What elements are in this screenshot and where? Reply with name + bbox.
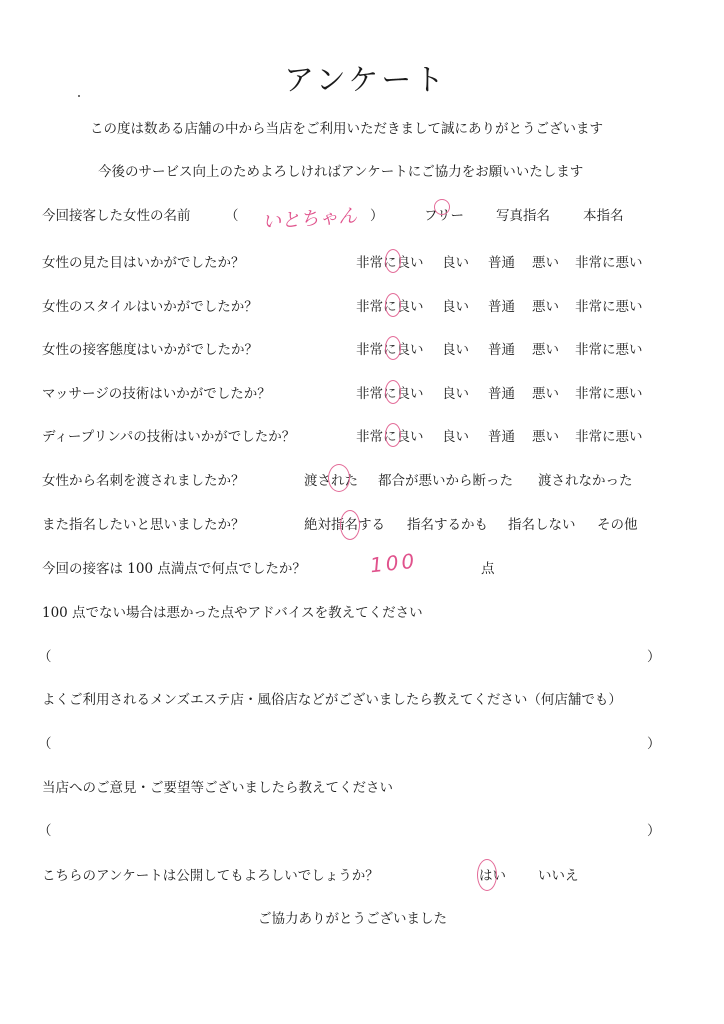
closing-message: ご協力ありがとうございました (258, 911, 447, 927)
rating-question-style: 女性のスタイルはいかがでしたか？ (42, 299, 258, 315)
rating-normal[interactable]: 普通 (488, 342, 515, 358)
rating-question-attitude: 女性の接客態度はいかがでしたか？ (42, 342, 258, 358)
score-unit: 点 (481, 561, 495, 577)
publish-question-label: こちらのアンケートは公開してもよろしいでしょうか？ (42, 868, 379, 884)
answer-open-paren: （ (38, 736, 52, 752)
option-definitely-nominate[interactable]: 絶対指名する (304, 517, 385, 533)
handwritten-name[interactable]: いとちゃん (261, 204, 358, 234)
rating-very-good[interactable]: 非常に良い (356, 386, 424, 402)
open-question-advice: 100 点でない場合は悪かった点やアドバイスを教えてください (42, 605, 423, 621)
rating-good[interactable]: 良い (442, 386, 469, 402)
card-question-label: 女性から名刺を渡されましたか？ (42, 473, 245, 489)
rating-normal[interactable]: 普通 (488, 299, 515, 315)
rating-very-bad[interactable]: 非常に悪い (575, 429, 643, 445)
rating-good[interactable]: 良い (442, 342, 469, 358)
intro-line-2: 今後のサービス向上のためよろしければアンケートにご協力をお願いいたします (98, 164, 584, 180)
scan-speck (78, 95, 80, 97)
selection-circle (385, 380, 401, 404)
rating-normal[interactable]: 普通 (488, 255, 515, 271)
score-question-label: 今回の接客は 100 点満点で何点でしたか？ (42, 561, 306, 577)
repeat-question-label: また指名したいと思いましたか？ (42, 517, 245, 533)
option-not-nominate[interactable]: 指名しない (508, 517, 576, 533)
selection-circle (385, 249, 401, 273)
option-photo-nomination[interactable]: 写真指名 (496, 208, 550, 224)
name-question-label: 今回接客した女性の名前 (42, 208, 191, 224)
rating-normal[interactable]: 普通 (488, 386, 515, 402)
rating-good[interactable]: 良い (442, 429, 469, 445)
rating-bad[interactable]: 悪い (532, 342, 559, 358)
open-question-other-shops: よくご利用されるメンズエステ店・風俗店などがございましたら教えてください（何店舗でも） (42, 692, 622, 708)
selection-circle-yes (477, 859, 497, 891)
rating-very-good[interactable]: 非常に良い (356, 429, 424, 445)
open-question-requests: 当店へのご意見・ご要望等ございましたら教えてください (42, 780, 393, 796)
rating-bad[interactable]: 悪い (532, 255, 559, 271)
selection-circle (328, 464, 350, 492)
rating-bad[interactable]: 悪い (532, 299, 559, 315)
rating-question-massage: マッサージの技術はいかがでしたか？ (42, 386, 271, 402)
answer-close-paren: ） (647, 736, 661, 752)
rating-good[interactable]: 良い (442, 255, 469, 271)
selection-circle (385, 293, 401, 317)
answer-close-paren: ） (647, 823, 661, 839)
option-yes[interactable]: はい (479, 868, 506, 884)
option-card-received[interactable]: 渡された (304, 473, 358, 489)
option-regular-nomination[interactable]: 本指名 (583, 208, 624, 224)
rating-normal[interactable]: 普通 (488, 429, 515, 445)
option-free[interactable]: フリー (424, 208, 464, 224)
rating-question-lymph: ディープリンパの技術はいかがでしたか？ (42, 429, 296, 445)
intro-line-1: この度は数ある店舗の中から当店をご利用いただきまして誠にありがとうございます (90, 121, 603, 137)
rating-bad[interactable]: 悪い (532, 386, 559, 402)
rating-very-bad[interactable]: 非常に悪い (575, 299, 643, 315)
handwritten-score[interactable]: 100 (368, 548, 419, 578)
option-other[interactable]: その他 (597, 517, 638, 533)
rating-very-good[interactable]: 非常に良い (356, 299, 424, 315)
rating-good[interactable]: 良い (442, 299, 469, 315)
answer-open-paren: （ (38, 649, 52, 665)
option-no[interactable]: いいえ (538, 868, 579, 884)
rating-very-bad[interactable]: 非常に悪い (575, 255, 643, 271)
rating-bad[interactable]: 悪い (532, 429, 559, 445)
survey-title: アンケート (284, 63, 448, 98)
selection-circle-free (434, 199, 450, 215)
rating-very-good[interactable]: 非常に良い (356, 342, 424, 358)
option-maybe-nominate[interactable]: 指名するかも (407, 517, 488, 533)
option-card-not-received[interactable]: 渡されなかった (538, 473, 633, 489)
option-card-declined[interactable]: 都合が悪いから断った (378, 473, 513, 489)
answer-open-paren: （ (38, 823, 52, 839)
selection-circle (385, 336, 401, 360)
rating-very-good[interactable]: 非常に良い (356, 255, 424, 271)
rating-very-bad[interactable]: 非常に悪い (575, 342, 643, 358)
selection-circle (340, 510, 360, 540)
rating-question-looks: 女性の見た目はいかがでしたか？ (42, 255, 245, 271)
selection-circle (385, 423, 401, 447)
rating-very-bad[interactable]: 非常に悪い (575, 386, 643, 402)
name-close-paren: ） (370, 208, 384, 224)
name-open-paren: （ (225, 208, 239, 224)
answer-close-paren: ） (647, 649, 661, 665)
